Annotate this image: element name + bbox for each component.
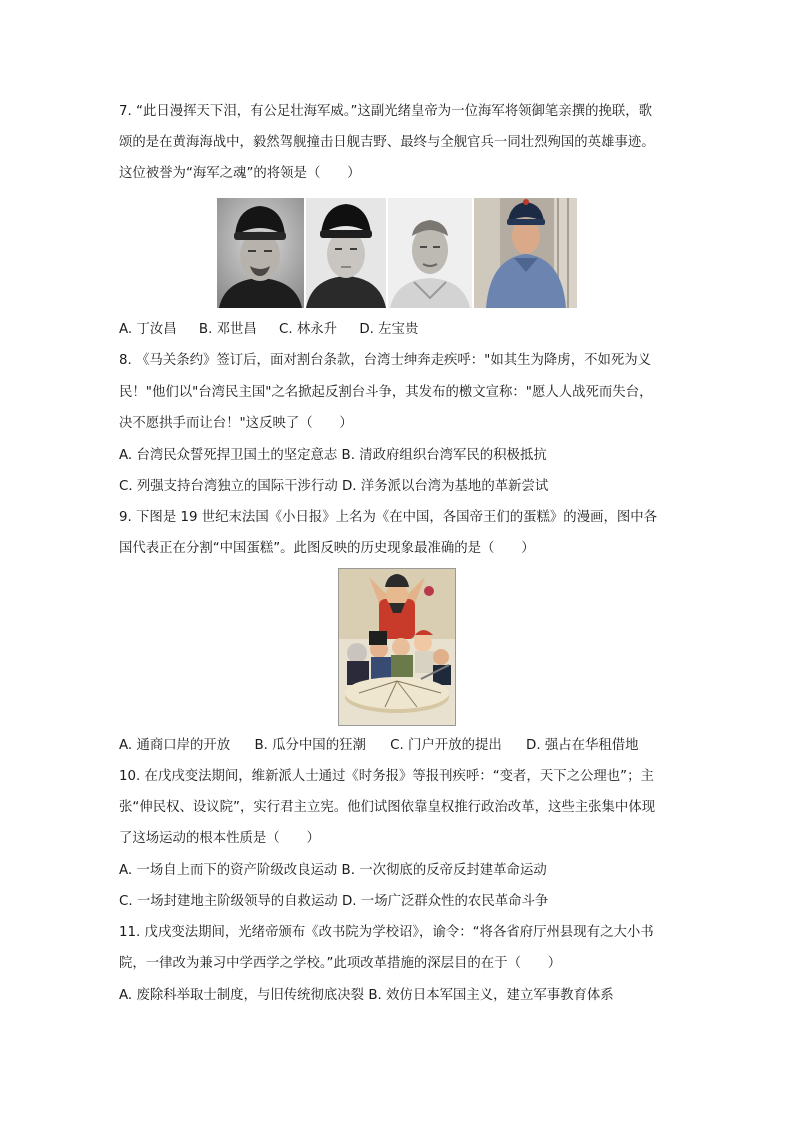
q10-stem-line-1: 10. 在戊戌变法期间，维新派人士通过《时务报》等报刊疾呼：“变者，天下之公理也”；主	[119, 769, 654, 784]
q7-option-c[interactable]: C. 林永升	[279, 322, 338, 337]
q9-option-a[interactable]: A. 通商口岸的开放	[119, 738, 231, 753]
q9-option-b[interactable]: B. 瓜分中国的狂潮	[254, 738, 366, 753]
portrait-photo-c	[388, 198, 472, 308]
q8-options-row-2[interactable]: C. 列强支持台湾独立的国际干涉行动 D. 洋务派以台湾为基地的革新尝试	[119, 479, 549, 494]
q7-stem-line-3: 这位被誉为“海军之魂”的将领是（ ）	[119, 166, 361, 181]
q7-stem-line-1: 7. “此日漫挥天下泪，有公足壮海军威。”这副光绪皇帝为一位海军将领御笔亲撰的挽联，歌	[119, 104, 653, 119]
q10-options-row-1[interactable]: A. 一场自上而下的资产阶级改良运动 B. 一次彻底的反帝反封建革命运动	[119, 863, 547, 878]
q11-stem-line-2: 院，一律改为兼习中学西学之学校。”此项改革措施的深层目的在于（ ）	[119, 956, 562, 971]
q10-stem-line-3: 了这场运动的根本性质是（ ）	[119, 831, 320, 846]
q8-options-row-1[interactable]: A. 台湾民众誓死捍卫国土的坚定意志 B. 清政府组织台湾军民的积极抵抗	[119, 448, 547, 463]
q7-option-d[interactable]: D. 左宝贵	[359, 322, 419, 337]
q9-stem-line-2: 国代表正在分割“中国蛋糕”。此图反映的历史现象最准确的是（ ）	[119, 541, 535, 556]
q9-option-c[interactable]: C. 门户开放的提出	[390, 738, 502, 753]
q7-options	[119, 320, 418, 340]
portrait-photo-a	[217, 198, 304, 308]
q9-option-d[interactable]: D. 强占在华租借地	[526, 738, 639, 753]
q8-stem-line-1: 8. 《马关条约》签订后，面对割台条款，台湾士绅奔走疾呼："如其生为降虏，不如死为义	[119, 353, 652, 368]
q9-options	[119, 736, 639, 756]
q7-option-a[interactable]: A. 丁汝昌	[119, 322, 177, 337]
q9-stem-line-1: 9. 下图是 19 世纪末法国《小日报》上名为《在中国，各国帝王们的蛋糕》的漫画，图中各	[119, 510, 658, 525]
q11-stem-line-1: 11. 戊戌变法期间，光绪帝颁布《改书院为学校诏》，谕令：“将各省府厅州县现有之大小书	[119, 925, 654, 940]
q8-stem-line-3: 决不愿拱手而让台！"这反映了（ ）	[119, 416, 353, 431]
portrait-photo-d	[474, 198, 577, 308]
q11-options-row-1[interactable]: A. 废除科举取士制度，与旧传统彻底决裂 B. 效仿日本军国主义，建立军事教育体系	[119, 988, 614, 1003]
q7-option-b[interactable]: B. 邓世昌	[198, 322, 257, 337]
q10-stem-line-2: 张“伸民权、设议院”，实行君主立宪。他们试图依靠皇权推行政治改革，这些主张集中体现	[119, 800, 656, 815]
q8-stem-line-2: 民！"他们以"台湾民主国"之名掀起反割台斗争，其发布的檄文宣称："愿人人战死而失台，	[119, 385, 653, 400]
portrait-photo-b	[306, 198, 386, 308]
cake-cartoon-image	[338, 568, 456, 726]
q10-options-row-2[interactable]: C. 一场封建地主阶级领导的自救运动 D. 一场广泛群众性的农民革命斗争	[119, 894, 549, 909]
q7-stem-line-2: 颂的是在黄海海战中，毅然驾舰撞击日舰吉野、最终与全舰官兵一同壮烈殉国的英雄事迹。	[119, 135, 655, 150]
